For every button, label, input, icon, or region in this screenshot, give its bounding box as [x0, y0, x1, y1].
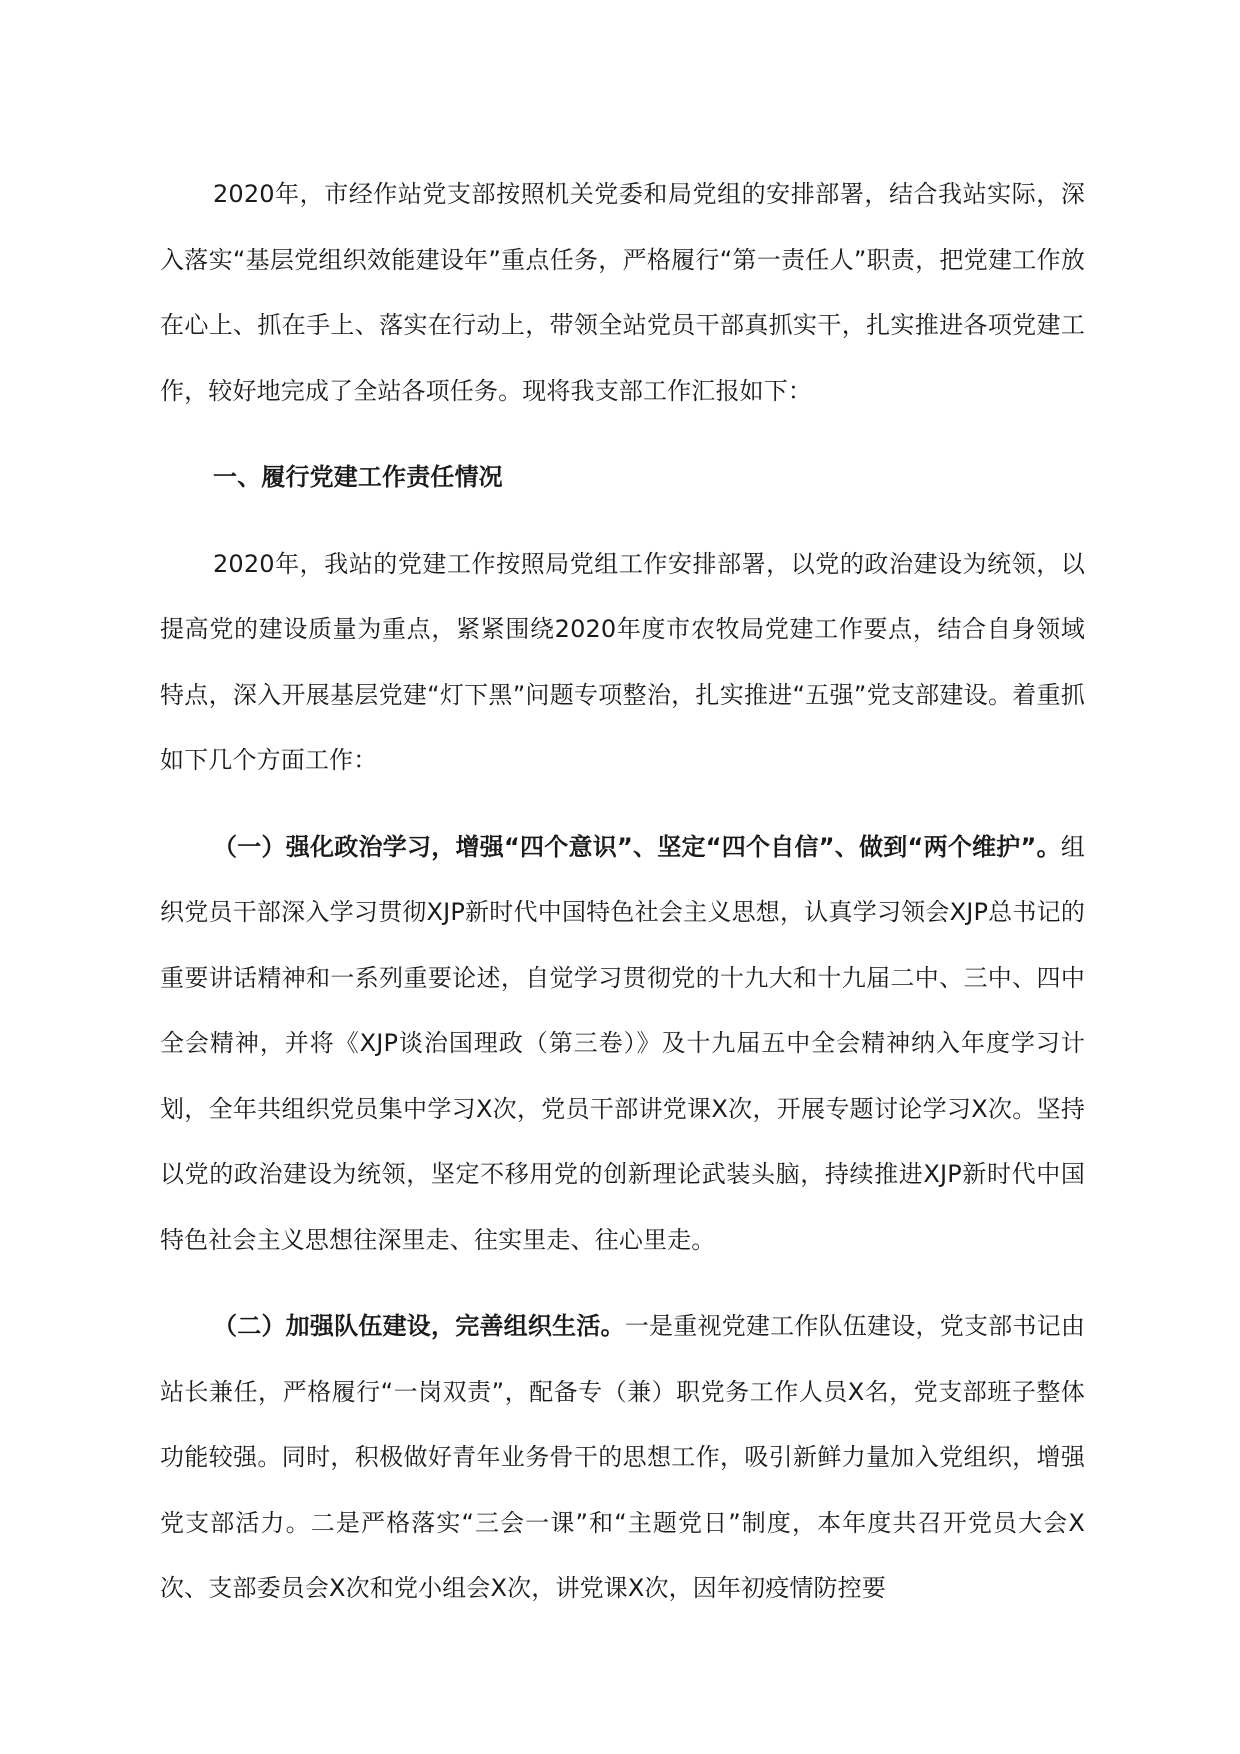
section-paragraph: 2020年，我站的党建工作按照局党组工作安排部署，以党的政治建设为统领，以提高党的建设质量为重点，紧紧围绕2020年度市农牧局党建工作要点，结合自身领域特点，深入开展基层党建“灯下黑”问题专项整治，扎实推进“五强”党支部建设。着重抓如下几个方面工作： — [160, 549, 1085, 774]
item-paragraph-2 — [160, 1294, 1085, 1622]
item-lead-2: （二）加强队伍建设，完善组织生活。 — [213, 1312, 625, 1340]
item-body-1: 组织党员干部深入学习贯彻XJP新时代中国特色社会主义思想，认真学习领会XJP总书记的重要讲话精神和一系列重要论述，自觉学习贯彻党的十九大和十九届二中、三中、四中全会精神，并将《XJP谈治国理政（第三卷）》及十九届五中全会精神纳入年度学习计划，全年共组织党员集中学习X次，党员干部讲党课X次，开展专题讨论学习X次。坚持以党的政治建设为统领，坚定不移用党的创新理论武装头脑，持续推进XJP新时代中国特色社会主义思想往深里走、往实里走、往心里走。 — [160, 832, 1085, 1254]
section-heading: 一、履行党建工作责任情况 — [213, 463, 503, 491]
document-body — [160, 162, 1085, 1643]
item-body-2: 一是重视党建工作队伍建设，党支部书记由站长兼任，严格履行“一岗双责”，配备专（兼）职党务工作人员X名，党支部班子整体功能较强。同时，积极做好青年业务骨干的思想工作，吸引新鲜力量加入党组织，增强党支部活力。二是严格落实“三会一课”和“主题党日”制度，本年度共召开党员大会X次、支部委员会X次和党小组会X次，讲党课X次，因年初疫情防控要 — [160, 1312, 1085, 1602]
item-lead-1: （一）强化政治学习，增强“四个意识”、坚定“四个自信”、做到“两个维护”。 — [213, 832, 1061, 861]
intro-paragraph: 2020年，市经作站党支部按照机关党委和局党组的安排部署，结合我站实际，深入落实“基层党组织效能建设年”重点任务，严格履行“第一责任人”职责，把党建工作放在心上、抓在手上、落实在行动上，带领全站党员干部真抓实干，扎实推进各项党建工作，较好地完成了全站各项任务。现将我支部工作汇报如下： — [160, 180, 1085, 405]
item-paragraph-1 — [160, 815, 1085, 1274]
